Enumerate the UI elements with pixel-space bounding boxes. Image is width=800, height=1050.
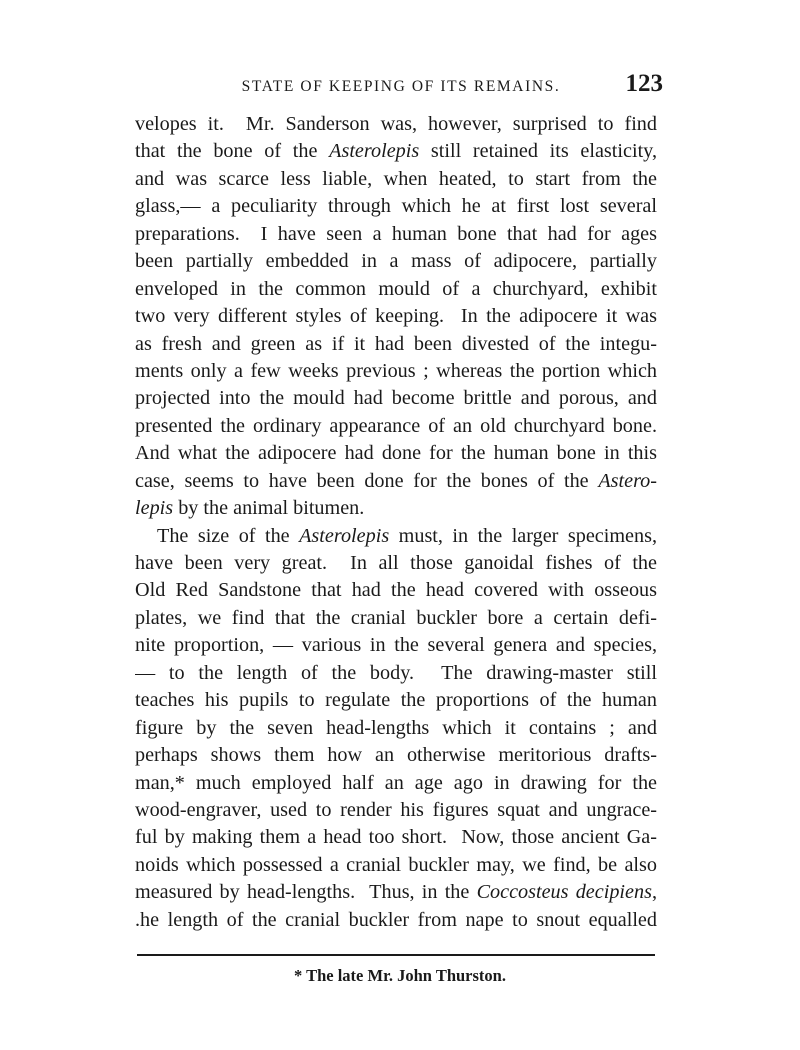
text-line: nite proportion, — various in the several genera and species, bbox=[135, 634, 657, 657]
text-line: as fresh and green as if it had been divested of the integu- bbox=[135, 332, 657, 355]
text-line: have been very great. In all those ganoidal fishes of the bbox=[135, 552, 657, 574]
text-line: ments only a few weeks previous ; whereas the portion which bbox=[135, 359, 657, 382]
text-line: perhaps shows them how an otherwise meritorious drafts- bbox=[135, 744, 657, 767]
text-line: And what the adipocere had done for the human bone in this bbox=[135, 442, 657, 465]
footnote-rule bbox=[137, 954, 655, 956]
text-line: two very different styles of keeping. In the adipocere it was bbox=[135, 305, 657, 328]
text-line: and was scarce less liable, when heated, to start from the bbox=[135, 167, 657, 190]
text-line: presented the ordinary appearance of an old churchyard bone. bbox=[135, 414, 657, 437]
text-line: case, seems to have been done for the bones of the Astero- bbox=[135, 469, 657, 492]
text-line: enveloped in the common mould of a churchyard, exhibit bbox=[135, 277, 657, 300]
running-head-title: STATE OF KEEPING OF ITS REMAINS. bbox=[241, 78, 561, 95]
text-line: noids which possessed a cranial buckler may, we find, be also bbox=[135, 853, 657, 876]
text-line: The size of the Asterolepis must, in the larger specimens, bbox=[157, 524, 657, 547]
text-line: preparations. I have seen a human bone that had for ages bbox=[135, 222, 657, 245]
text-line: wood-engraver, used to render his figures squat and ungrace- bbox=[135, 798, 657, 821]
text-line: measured by head-lengths. Thus, in the Coccosteus decipiens, bbox=[135, 881, 657, 904]
page-number: 123 bbox=[625, 70, 663, 97]
text-line: .he length of the cranial buckler from nape to snout equalled bbox=[135, 908, 657, 931]
text-line: projected into the mould had become brittle and porous, and bbox=[135, 387, 657, 410]
text-line: that the bone of the Asterolepis still retained its elasticity, bbox=[135, 140, 657, 163]
text-line: man,* much employed half an age ago in drawing for the bbox=[135, 771, 657, 794]
text-line: velopes it. Mr. Sanderson was, however, surprised to find bbox=[135, 113, 657, 135]
footnote: * The late Mr. John Thurston. bbox=[294, 966, 506, 985]
text-line: Old Red Sandstone that had the head covered with osseous bbox=[135, 579, 657, 602]
text-line: figure by the seven head-lengths which it contains ; and bbox=[135, 716, 657, 739]
text-line: been partially embedded in a mass of adipocere, partially bbox=[135, 250, 657, 273]
running-head bbox=[135, 70, 667, 106]
text-line: glass,— a peculiarity through which he at first lost several bbox=[135, 195, 657, 218]
text-line: teaches his pupils to regulate the proportions of the human bbox=[135, 689, 657, 712]
text-line: plates, we find that the cranial buckler bore a certain defi- bbox=[135, 606, 657, 629]
text-line: ful by making them a head too short. Now, those ancient Ga- bbox=[135, 826, 657, 849]
text-line: — to the length of the body. The drawing-master still bbox=[135, 661, 657, 684]
text-line: lepis by the animal bitumen. bbox=[135, 497, 365, 520]
body-text bbox=[135, 111, 657, 934]
